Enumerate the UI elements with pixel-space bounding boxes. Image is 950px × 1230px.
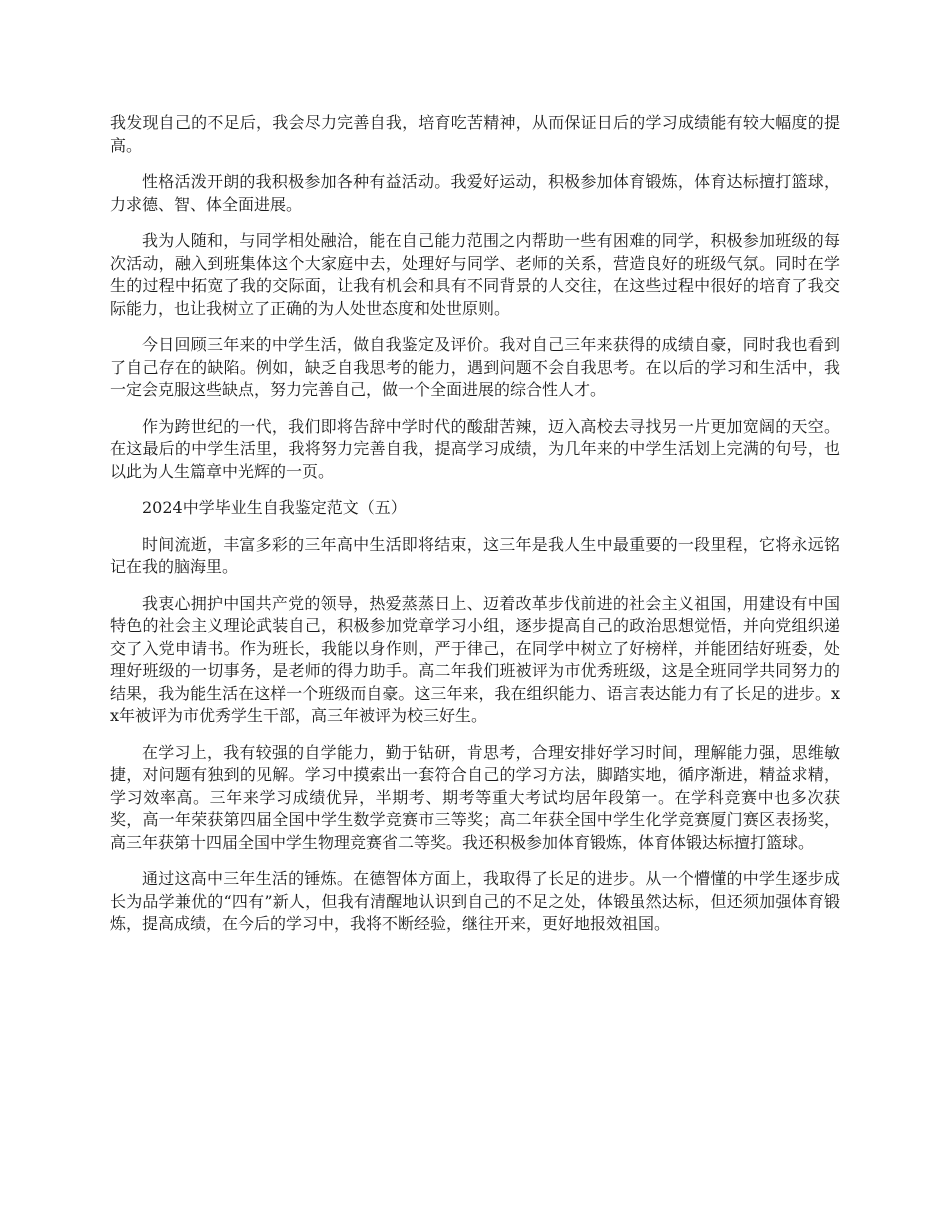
paragraph-2: 性格活泼开朗的我积极参加各种有益活动。我爱好运动，积极参加体育锻炼，体育达标擅打篮球，力求德、智、体全面进展。 [110, 172, 840, 214]
paragraph-1: 我发现自己的不足后，我会尽力完善自我，培育吃苦精神，从而保证日后的学习成绩能有较大幅度的提高。 [110, 113, 840, 155]
paragraph-9: 在学习上，我有较强的自学能力，勤于钻研，肯思考，合理安排好学习时间，理解能力强，思维敏捷，对问题有独到的见解。学习中摸索出一套符合自己的学习方法，脚踏实地，循序渐进，精益求精，学习效率高。三年来学习成绩优异，半期考、期考等重大考试均居年段第一。在学科竞赛中也多次获奖，高一年荣获第四届全国中学生数学竞赛市三等奖；高二年获全国中学生化学竞赛厦门赛区表扬奖，高三年获第十四届全国中学生物理竞赛省二等奖。我还积极参加体育锻炼，体育体锻达标擅打篮球。 [110, 742, 840, 852]
section-heading: 2024中学毕业生自我鉴定范文（五） [142, 498, 407, 517]
document-body [110, 112, 840, 950]
paragraph-4: 今日回顾三年来的中学生活，做自我鉴定及评价。我对自己三年来获得的成绩自豪，同时我也看到了自己存在的缺陷。例如，缺乏自我思考的能力，遇到问题不会自我思考。在以后的学习和生活中，我一定会克服这些缺点，努力完善自己，做一个全面进展的综合性人才。 [110, 335, 840, 399]
paragraph-7: 时间流逝，丰富多彩的三年高中生活即将结束，这三年是我人生中最重要的一段里程，它将永远铭记在我的脑海里。 [110, 534, 840, 576]
paragraph-10: 通过这高中三年生活的锤炼。在德智体方面上，我取得了长足的进步。从一个懵懂的中学生逐步成长为品学兼优的“四有”新人，但我有清醒地认识到自己的不足之处，体锻虽然达标，但还须加强体育锻炼，提高成绩，在今后的学习中，我将不断经验，继往开来，更好地报效祖国。 [110, 869, 840, 933]
paragraph-3: 我为人随和，与同学相处融洽，能在自己能力范围之内帮助一些有困难的同学，积极参加班级的每次活动，融入到班集体这个大家庭中去，处理好与同学、老师的关系，营造良好的班级气氛。同时在学生的过程中拓宽了我的交际面，让我有机会和具有不同背景的人交往，在这些过程中很好的培育了我交际能力，也让我树立了正确的为人处世态度和处世原则。 [110, 231, 840, 318]
paragraph-8: 我衷心拥护中国共产党的领导，热爱蒸蒸日上、迈着改革步伐前进的社会主义祖国，用建设有中国特色的社会主义理论武装自己，积极参加党章学习小组，逐步提高自己的政治思想觉悟，并向党组织递交了入党申请书。作为班长，我能以身作则，严于律己，在同学中树立了好榜样，并能团结好班委，处理好班级的一切事务，是老师的得力助手。高二年我们班被评为市优秀班级，这是全班同学共同努力的结果，我为能生活在这样一个班级而自豪。这三年来，我在组织能力、语言表达能力有了长足的进步。xx年被评为市优秀学生干部，高三年被评为校三好生。 [110, 593, 840, 725]
paragraph-5: 作为跨世纪的一代，我们即将告辞中学时代的酸甜苦辣，迈入高校去寻找另一片更加宽阔的天空。在这最后的中学生活里，我将努力完善自我，提高学习成绩，为几年来的中学生活划上完满的句号，也以此为人生篇章中光辉的一页。 [110, 416, 840, 481]
